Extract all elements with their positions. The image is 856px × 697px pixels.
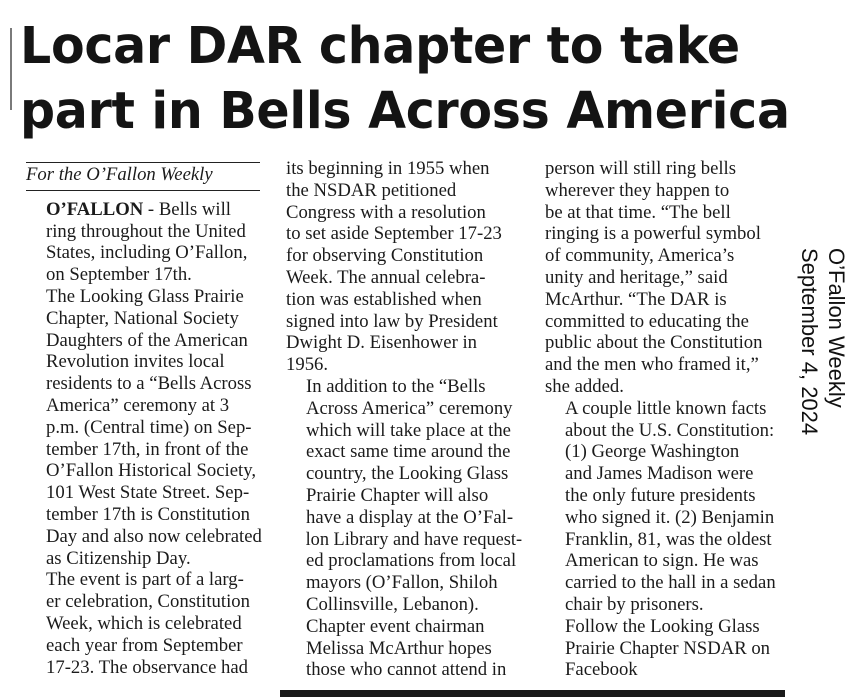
- text-line: lon Library and have request-: [305, 528, 523, 550]
- text-line: signed into law by President: [286, 310, 498, 332]
- text-line: Prairie Chapter NSDAR on: [565, 637, 771, 659]
- text-line: Dwight D. Eisenhower in: [286, 332, 477, 354]
- text-line: chair by prisoners.: [565, 593, 704, 615]
- source-annotation: [796, 248, 850, 435]
- text-line: the only future presidents: [565, 484, 756, 506]
- text-line: exact same time around the: [306, 441, 511, 463]
- text-line: be at that time. “The bell: [545, 201, 731, 223]
- text-line: 101 West State Street. Sep-: [46, 482, 250, 504]
- text-line: Congress with a resolution: [286, 201, 486, 223]
- text-segment: - Bells will: [143, 198, 231, 220]
- source-publication: O’Fallon Weekly: [824, 248, 849, 408]
- text-line: as Citizenship Day.: [46, 547, 191, 569]
- text-line: country, the Looking Glass: [306, 463, 509, 485]
- text-line: Franklin, 81, was the oldest: [565, 528, 772, 550]
- text-line: America” ceremony at 3: [46, 394, 230, 416]
- text-line: of community, America’s: [545, 245, 735, 267]
- text-line: Revolution invites local: [46, 351, 225, 373]
- text-line: public about the Constitution: [545, 332, 763, 354]
- clipping-edge-mark: [10, 28, 12, 110]
- text-line: Across America” ceremony: [306, 397, 513, 419]
- text-line: the NSDAR petitioned: [286, 179, 457, 201]
- headline-line-1: Locar DAR chapter to take: [20, 17, 740, 76]
- text-line: each year from September: [46, 634, 243, 656]
- text-line: about the U.S. Constitution:: [565, 419, 775, 441]
- text-line: American to sign. He was: [565, 550, 759, 572]
- text-line: ringing is a powerful symbol: [545, 223, 761, 245]
- text-line: The event is part of a larg-: [46, 569, 244, 591]
- source-date: September 4, 2024: [797, 248, 822, 436]
- text-line: residents to a “Bells Across: [46, 373, 252, 395]
- text-line: 17-23. The observance had: [46, 656, 249, 678]
- text-line: In addition to the “Bells: [306, 375, 486, 397]
- text-line: tion was established when: [286, 288, 482, 310]
- text-line: [26, 199, 262, 221]
- byline-text: For the O’Fallon Weekly: [26, 164, 213, 185]
- text-line: and the men who framed it,”: [545, 354, 759, 376]
- text-line: on September 17th.: [46, 264, 192, 286]
- headline: [20, 14, 790, 144]
- article-column-3: [545, 158, 781, 681]
- text-line: committed to educating the: [545, 310, 749, 332]
- text-line: The Looking Glass Prairie: [46, 285, 244, 307]
- headline-line-2: part in Bells Across America: [20, 82, 790, 141]
- article-column-2: [286, 158, 522, 681]
- text-line: for observing Constitution: [286, 245, 484, 267]
- text-line: ed proclamations from local: [306, 550, 517, 572]
- text-line: unity and heritage,” said: [545, 266, 728, 288]
- paragraph: [545, 616, 781, 681]
- text-line: McArthur. “The DAR is: [545, 288, 727, 310]
- text-line: tember 17th, in front of the: [46, 438, 249, 460]
- text-line: and James Madison were: [565, 463, 754, 485]
- text-line: Daughters of the American: [46, 329, 248, 351]
- text-line: have a display at the O’Fal-: [306, 506, 514, 528]
- text-line: Chapter, National Society: [46, 307, 239, 329]
- paragraph: [26, 286, 262, 569]
- text-line: Facebook: [565, 659, 638, 681]
- text-line: Chapter event chairman: [306, 615, 485, 637]
- text-line: who signed it. (2) Benjamin: [565, 506, 775, 528]
- text-line: wherever they happen to: [545, 179, 730, 201]
- text-line: p.m. (Central time) on Sep-: [46, 416, 252, 438]
- paragraph: [26, 569, 262, 678]
- text-line: its beginning in 1955 when: [286, 158, 490, 179]
- text-line: Week, which is celebrated: [46, 612, 242, 634]
- bottom-rule: [280, 690, 785, 697]
- paragraph: [286, 616, 522, 681]
- text-line: Follow the Looking Glass: [565, 615, 760, 637]
- text-line: Day and also now celebrated: [46, 525, 262, 547]
- text-line: States, including O’Fallon,: [46, 242, 248, 264]
- text-line: 1956.: [286, 354, 329, 376]
- text-line: Prairie Chapter will also: [306, 484, 489, 506]
- dateline: O’FALLON: [46, 198, 144, 220]
- byline: [26, 162, 260, 191]
- text-line: er celebration, Constitution: [46, 591, 250, 613]
- paragraph: [286, 158, 522, 376]
- text-line: Collinsville, Lebanon).: [306, 593, 479, 615]
- text-line: tember 17th is Constitution: [46, 503, 251, 525]
- text-line: mayors (O’Fallon, Shiloh: [306, 572, 498, 594]
- text-line: which will take place at the: [306, 419, 511, 441]
- text-line: carried to the hall in a sedan: [565, 572, 776, 594]
- text-line: Melissa McArthur hopes: [306, 637, 492, 659]
- text-line: to set aside September 17-23: [286, 223, 502, 245]
- text-line: person will still ring bells: [545, 158, 737, 179]
- paragraph: [545, 398, 781, 616]
- paragraph: [286, 376, 522, 616]
- text-line: (1) George Washington: [565, 441, 740, 463]
- text-line: A couple little known facts: [565, 397, 767, 419]
- text-line: Week. The annual celebra-: [286, 266, 486, 288]
- paragraph: [545, 158, 781, 398]
- text-line: ring throughout the United: [46, 220, 246, 242]
- paragraph: [26, 199, 262, 286]
- text-line: she added.: [545, 375, 624, 397]
- text-line: those who cannot attend in: [306, 659, 507, 681]
- article-column-1: [26, 162, 262, 678]
- text-line: O’Fallon Historical Society,: [46, 460, 257, 482]
